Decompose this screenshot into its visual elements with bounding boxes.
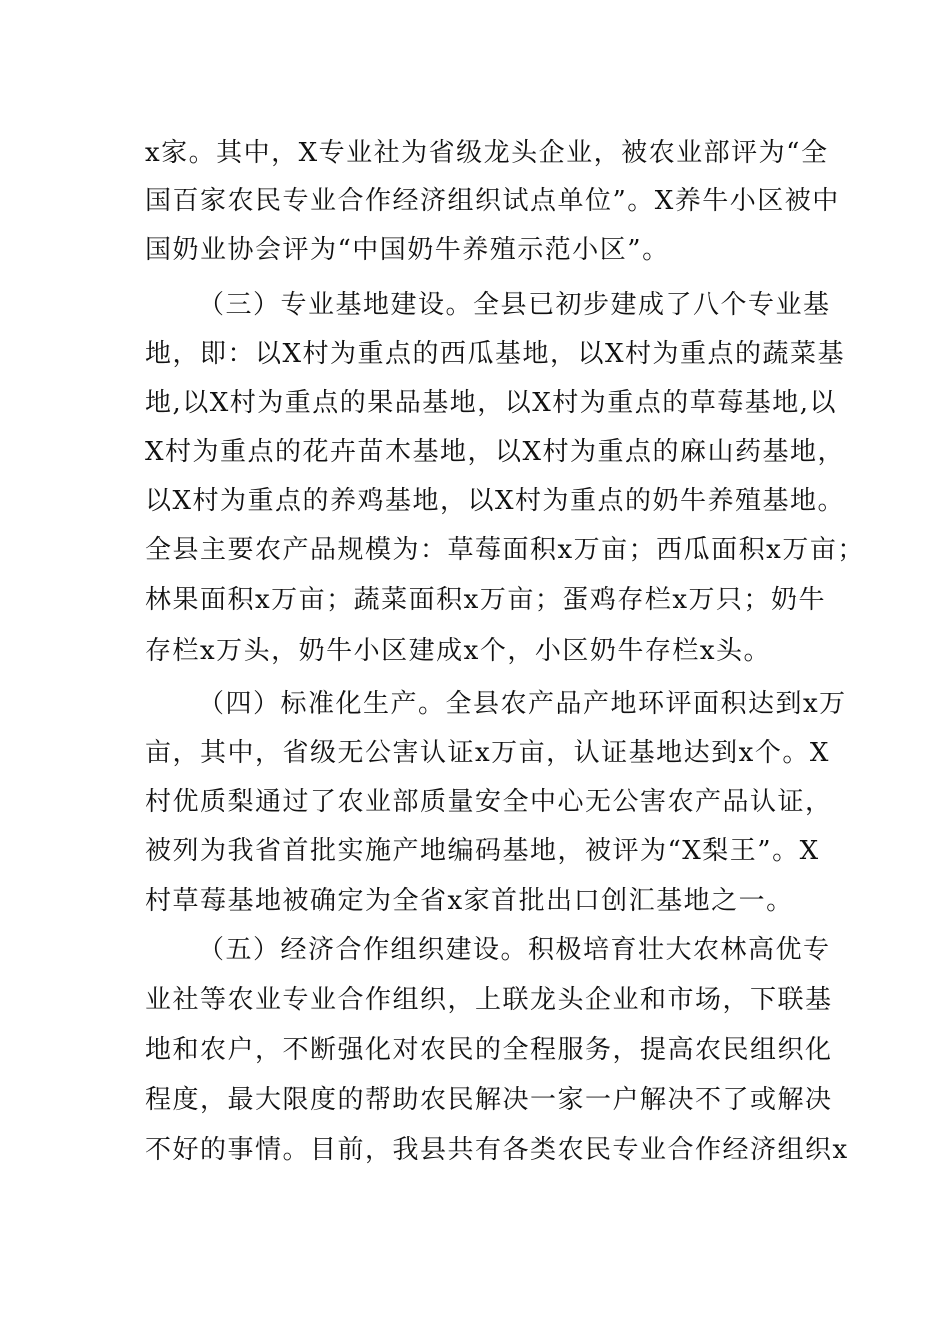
text-line: 不好的事情。目前，我县共有各类农民专业合作经济组织x <box>145 1135 849 1165</box>
text-line: 村优质梨通过了农业部质量安全中心无公害农产品认证， <box>145 787 833 817</box>
text-line: 业社等农业专业合作组织，上联龙头企业和市场，下联基 <box>145 985 833 1015</box>
text-line: 全县主要农产品规模为：草莓面积x万亩；西瓜面积x万亩； <box>145 535 865 565</box>
text-line: X村为重点的花卉苗木基地，以X村为重点的麻山药基地， <box>145 437 846 467</box>
text-line: 被列为我省首批实施产地编码基地，被评为“X梨王”。X <box>145 836 820 866</box>
text-line: 国百家农民专业合作经济组织试点单位”。X养牛小区被中 <box>145 186 840 216</box>
text-line: 地,以X村为重点的果品基地，以X村为重点的草莓基地,以 <box>145 388 838 418</box>
text-line: 程度，最大限度的帮助农民解决一家一户解决不了或解决 <box>145 1085 833 1115</box>
text-line: 亩，其中，省级无公害认证x万亩，认证基地达到x个。X <box>145 738 830 768</box>
text-line: 村草莓基地被确定为全省x家首批出口创汇基地之一。 <box>145 886 794 916</box>
text-line: 存栏x万头，奶牛小区建成x个，小区奶牛存栏x头。 <box>145 636 771 666</box>
section-heading-4: （四）标准化生产。全县农产品产地环评面积达到x万 <box>198 689 847 719</box>
text-line: 地，即：以X村为重点的西瓜基地，以X村为重点的蔬菜基 <box>145 339 846 369</box>
text-line: 地和农户，不断强化对农民的全程服务，提高农民组织化 <box>145 1035 833 1065</box>
section-heading-5: （五）经济合作组织建设。积极培育壮大农林高优专 <box>198 935 831 965</box>
text-line: 以X村为重点的养鸡基地，以X村为重点的奶牛养殖基地。 <box>145 486 846 516</box>
text-line: x家。其中，X专业社为省级龙头企业，被农业部评为“全 <box>145 138 829 168</box>
text-line: 国奶业协会评为“中国奶牛养殖示范小区”。 <box>145 235 670 265</box>
section-heading-3: （三）专业基地建设。全县已初步建成了八个专业基 <box>198 290 831 320</box>
text-line: 林果面积x万亩；蔬菜面积x万亩；蛋鸡存栏x万只；奶牛 <box>145 585 826 615</box>
